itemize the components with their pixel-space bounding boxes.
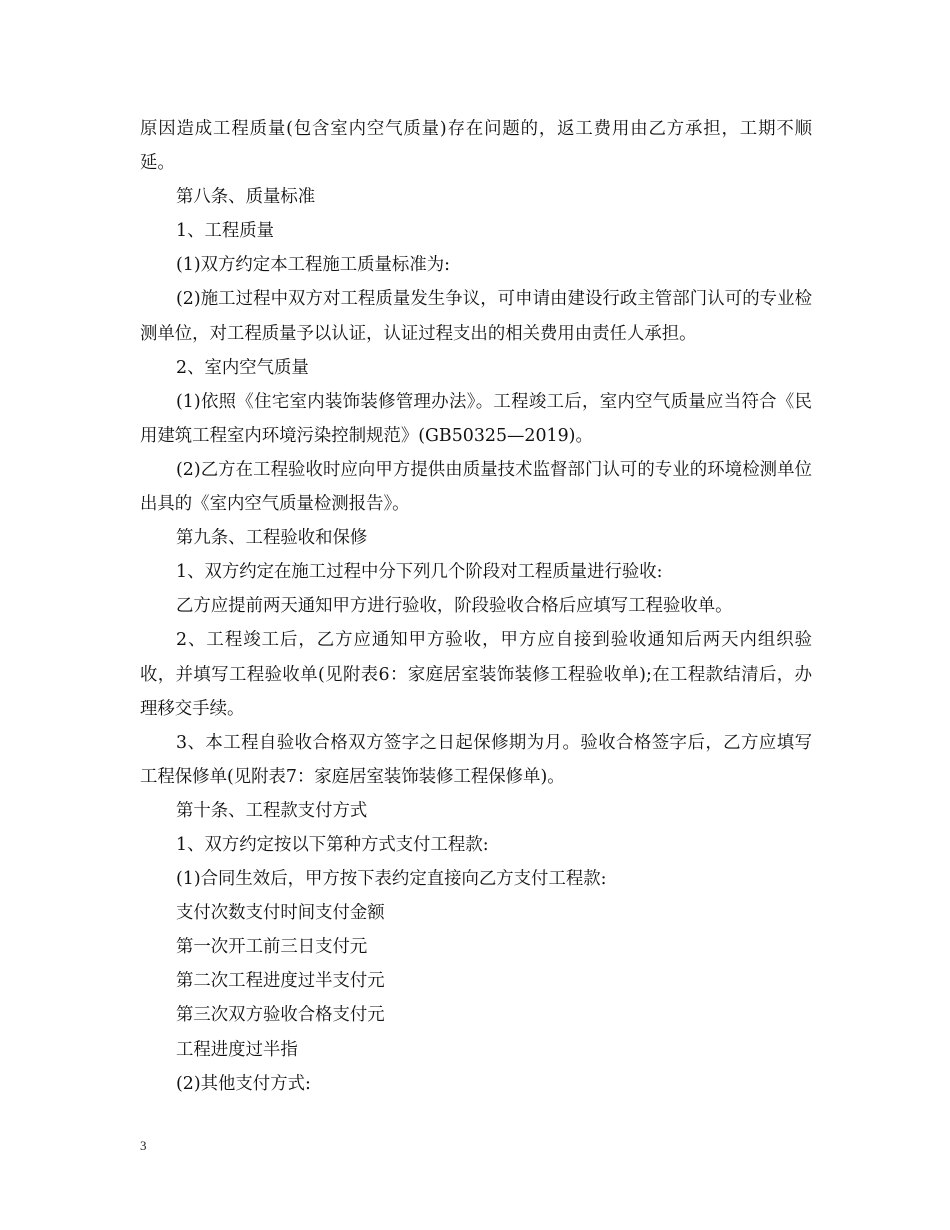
paragraph: 乙方应提前两天通知甲方进行验收，阶段验收合格后应填写工程验收单。	[176, 596, 733, 617]
page-number: 3	[140, 1138, 147, 1153]
payment-table-row: 第二次工程进度过半支付元	[176, 971, 385, 992]
paragraph: 原因造成工程质量(包含室内空气质量)存在问题的，返工费用由乙方承担，工期不顺延。	[140, 119, 812, 174]
document-body	[140, 112, 812, 1101]
section-heading: 第九条、工程验收和保修	[176, 528, 368, 549]
paragraph: (2)施工过程中双方对工程质量发生争议，可申请由建设行政主管部门认可的专业检测单位，对工程质量予以认证，认证过程支出的相关费用由责任人承担。	[140, 289, 812, 344]
paragraph: 1、双方约定在施工过程中分下列几个阶段对工程质量进行验收:	[176, 562, 663, 583]
paragraph: 2、工程竣工后，乙方应通知甲方验收，甲方应自接到验收通知后两天内组织验收，并填写工程验收单(见附表6：家庭居室装饰装修工程验收单);在工程款结清后，办理移交手续。	[140, 630, 812, 719]
paragraph: (2)其他支付方式:	[176, 1073, 311, 1094]
section-heading: 第十条、工程款支付方式	[176, 800, 368, 821]
paragraph: 1、双方约定按以下第种方式支付工程款:	[176, 834, 489, 855]
payment-table-header: 支付次数支付时间支付金额	[176, 903, 385, 924]
paragraph: (1)依照《住宅室内装饰装修管理办法》。工程竣工后，室内空气质量应当符合《民用建筑工程室内环境污染控制规范》(GB50325—2019)。	[140, 391, 812, 446]
payment-table-row: 第一次开工前三日支付元	[176, 937, 368, 958]
paragraph: (1)合同生效后，甲方按下表约定直接向乙方支付工程款:	[176, 869, 607, 890]
paragraph: 3、本工程自验收合格双方签字之日起保修期为月。验收合格签字后，乙方应填写工程保修单(见附表7：家庭居室装饰装修工程保修单)。	[140, 732, 812, 787]
section-heading: 第八条、质量标准	[176, 187, 316, 208]
subsection-heading: 2、室内空气质量	[176, 357, 309, 378]
paragraph: (2)乙方在工程验收时应向甲方提供由质量技术监督部门认可的专业的环境检测单位出具的《室内空气质量检测报告》。	[140, 459, 812, 515]
paragraph: (1)双方约定本工程施工质量标准为:	[176, 255, 450, 276]
subsection-heading: 1、工程质量	[176, 221, 275, 242]
paragraph: 工程进度过半指	[176, 1039, 298, 1060]
payment-table-row: 第三次双方验收合格支付元	[176, 1005, 385, 1026]
